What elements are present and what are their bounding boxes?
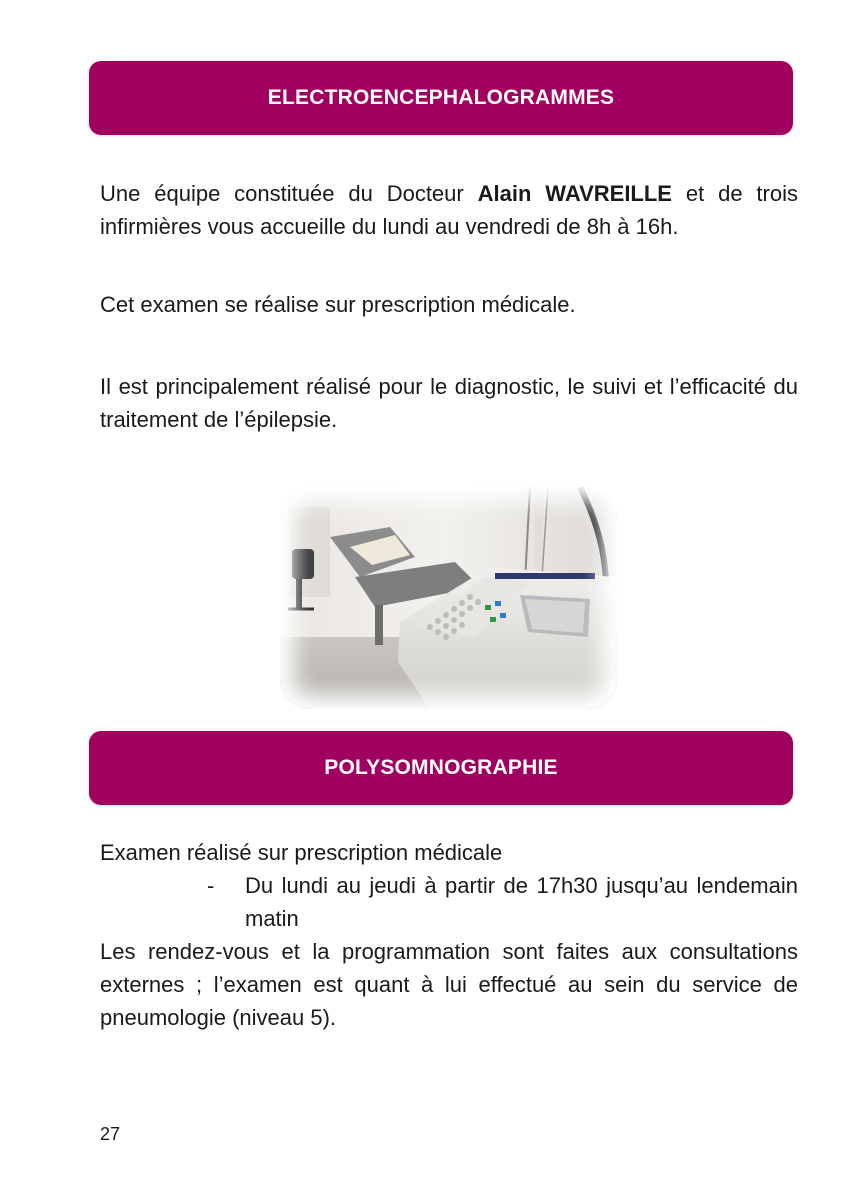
eeg-machine-photo <box>280 487 617 709</box>
bullet-dash: - <box>207 873 215 898</box>
schedule-text: Du lundi au jeudi à partir de 17h30 jusqu’au lendemain matin <box>245 873 798 931</box>
intro-paragraph <box>100 177 798 243</box>
section-title-banner <box>89 731 793 805</box>
page-number: 27 <box>100 1124 121 1144</box>
purpose-paragraph: Il est principalement réalisé pour le diagnostic, le suivi et l’efficacité du traitement de l’épilepsie. <box>100 374 798 432</box>
doctor-name: Alain WAVREILLE <box>477 181 672 206</box>
exam-paragraph: Examen réalisé sur prescription médicale <box>100 840 503 865</box>
prescription-paragraph: Cet examen se réalise sur prescription médicale. <box>100 292 576 317</box>
section-title: ELECTROENCEPHALOGRAMMES <box>267 86 615 109</box>
intro-text-start: Une équipe constituée du Docteur <box>100 181 478 206</box>
section-title-banner <box>89 61 793 135</box>
list-item <box>207 869 798 935</box>
intro-text-end: et de trois infirmières vous accueille du lundi au vendredi de 8h à 16h. <box>100 181 798 239</box>
section-title: POLYSOMNOGRAPHIE <box>324 756 558 779</box>
appointments-paragraph: Les rendez-vous et la programmation sont faites aux consultations externes ; l’examen est quant à lui effectué au sein du service de pneumologie (niveau 5). <box>100 939 798 1030</box>
